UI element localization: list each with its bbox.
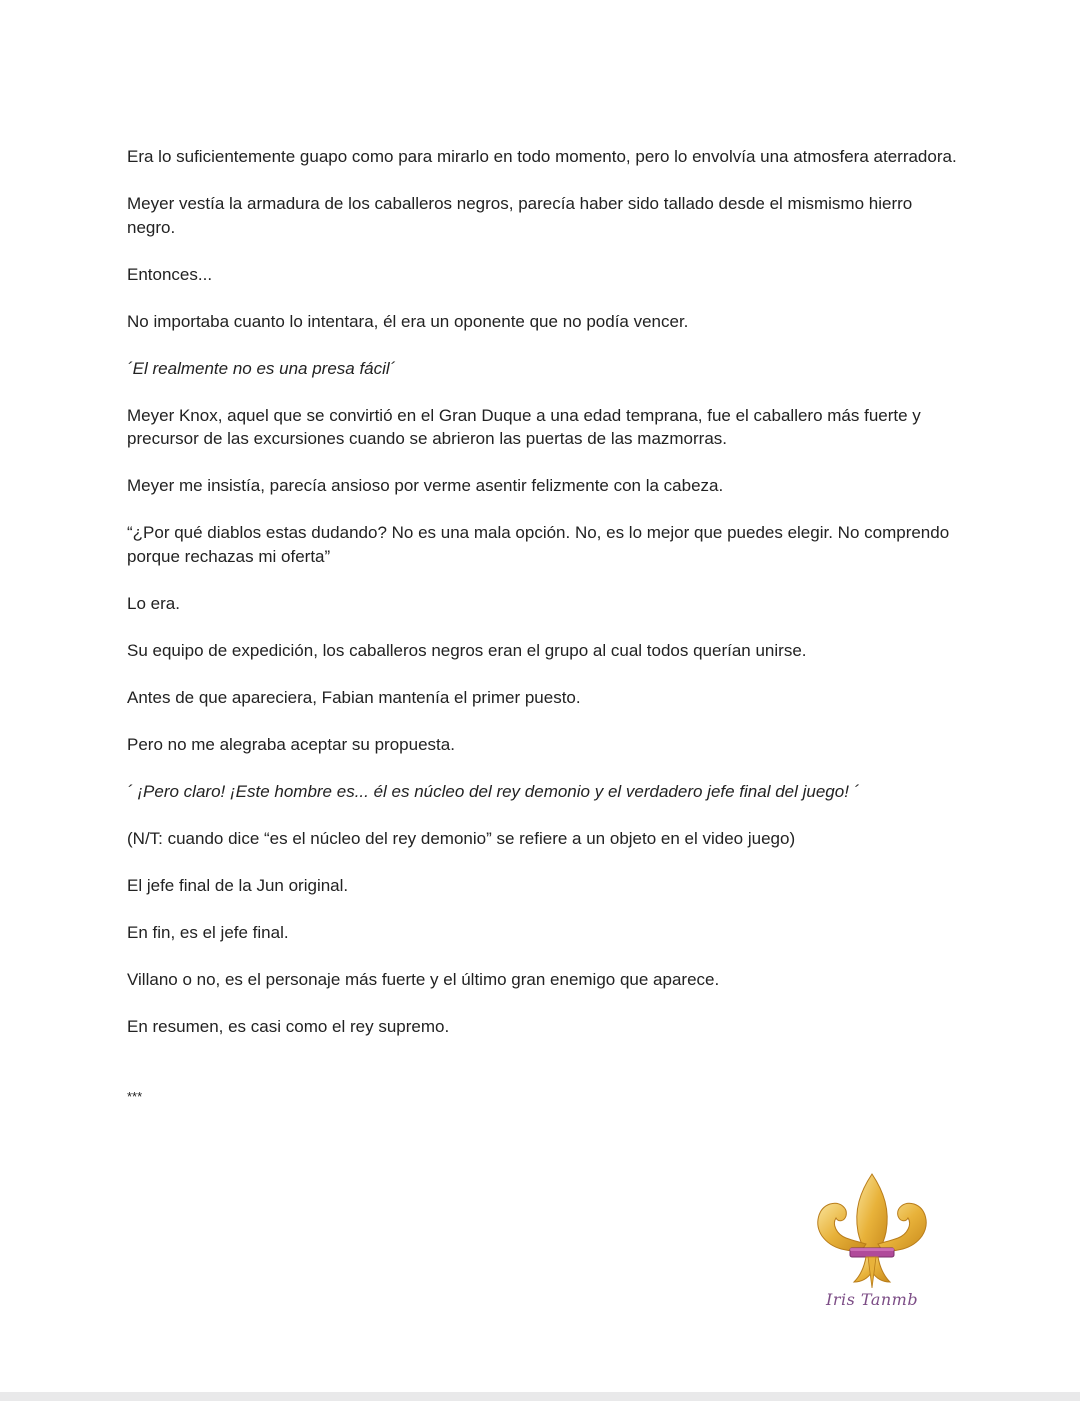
paragraph: Meyer vestía la armadura de los caballeros negros, parecía haber sido tallado desde el mismismo hierro negro. bbox=[127, 194, 913, 237]
paragraph: No importaba cuanto lo intentara, él era un oponente que no podía vencer. bbox=[127, 311, 689, 331]
paragraph: Entonces... bbox=[127, 264, 213, 284]
paragraph: El jefe final de la Jun original. bbox=[127, 875, 349, 895]
paragraph: En fin, es el jefe final. bbox=[127, 922, 289, 942]
italic-paragraph: ´ ¡Pero claro! ¡Este hombre es... él es núcleo del rey demonio y el verdadero jefe final del juego! ´ bbox=[127, 781, 860, 801]
paragraph: Antes de que apareciera, Fabian mantenía el primer puesto. bbox=[127, 687, 581, 707]
section-separator: *** bbox=[127, 1089, 143, 1104]
signature: Iris Tanmb bbox=[826, 1290, 919, 1309]
paragraph: (N/T: cuando dice “es el núcleo del rey demonio” se refiere a un objeto en el video juego) bbox=[127, 828, 796, 848]
italic-paragraph: ´El realmente no es una presa fácil´ bbox=[127, 358, 396, 378]
paragraph: Pero no me alegraba aceptar su propuesta. bbox=[127, 734, 455, 754]
paragraph: Lo era. bbox=[127, 593, 180, 613]
paragraph: Su equipo de expedición, los caballeros negros eran el grupo al cual todos querían unirse. bbox=[127, 640, 807, 660]
paragraph: Meyer me insistía, parecía ansioso por verme asentir felizmente con la cabeza. bbox=[127, 476, 724, 495]
paragraph: En resumen, es casi como el rey supremo. bbox=[127, 1016, 450, 1036]
paragraph: Era lo suficientemente guapo como para mirarlo en todo momento, pero lo envolvía una atmosfera aterradora. bbox=[127, 147, 957, 166]
paragraph: Meyer Knox, aquel que se convirtió en el Gran Duque a una edad temprana, fue el caballero más fuerte y precursor de las excursiones cuando se abrieron las puertas de las mazmorras. bbox=[127, 405, 921, 448]
paragraph: “¿Por qué diablos estas dudando? No es una mala opción. No, es lo mejor que puedes elegir. No comprendo porque rechazas mi oferta” bbox=[127, 523, 950, 566]
document-body bbox=[127, 145, 957, 1132]
paragraph: Villano o no, es el personaje más fuerte y el último gran enemigo que aparece. bbox=[127, 969, 720, 989]
